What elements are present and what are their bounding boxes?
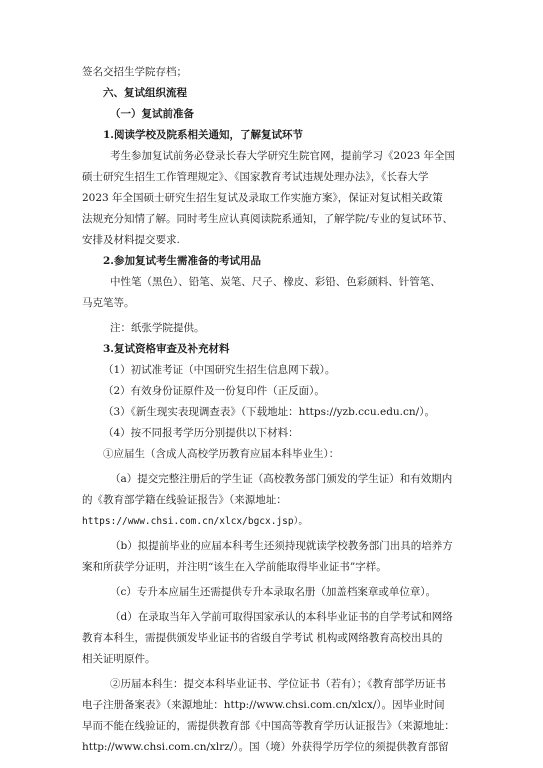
text-line: https://www.chsi.com.cn/xlcx/bgcx.jsp）。 (82, 516, 308, 527)
text-line: 法规充分知情了解。同时考生应认真阅读院系通知，了解学院/专业的复试环节、 (82, 213, 454, 225)
section-heading: （一）复试前准备 (110, 108, 194, 120)
text-line: http://www.chsi.com.cn/xlrz/）。国（境）外获得学历学位的须提供教育部留 (82, 741, 449, 753)
text-line: （1）初试准考证（中国研究生招生信息网下载）。 (103, 364, 336, 376)
text-line: 电子注册备案表》（来源地址：http://www.chsi.com.cn/xlcx/）。因毕业时间 (82, 699, 445, 711)
text-line: （3）《新生现实表现调查表》（下载地址：https://yzb.ccu.edu.cn/）。 (103, 406, 435, 418)
section-heading: 1.阅读学校及院系相关通知，了解复试环节 (103, 129, 303, 141)
text-line: （a）提交完整注册后的学生证（高校教务部门颁发的学生证）和有效期内 (110, 473, 453, 485)
text-line: 2023 年全国硕士研究生招生复试及录取工作实施方案》，保证对复试相关政策 (82, 192, 443, 204)
text-line: 教育本科生，需提供颁发毕业证书的省级自学考试 机构或网络教育高校出具的 (82, 632, 443, 644)
section-heading: 2.参加复试考生需准备的考试用品 (103, 255, 261, 267)
text-line: （b）拟提前毕业的应届本科考生还须持现就读学校教务部门出具的培养方 (110, 540, 453, 552)
text-line: ①应届生（含成人高校学历教育应届本科毕业生）： (103, 448, 340, 460)
text-line: 考生参加复试前务必登录长春大学研究生院官网，提前学习《2023 年全国 (110, 150, 456, 162)
section-heading: 3.复试资格审查及补充材料 (103, 343, 230, 355)
text-line: （2）有效身份证原件及一份复印件（正反面）。 (103, 385, 325, 397)
text-line: 安排及材料提交要求. (82, 234, 180, 246)
text-line: 中性笔（黑色）、铅笔、炭笔、尺子、橡皮、彩铅、色彩颜料、针管笔、 (110, 276, 441, 288)
section-heading: 六、复试组织流程 (103, 87, 187, 99)
text-line: 的《教育部学籍在线验证报告》（来源地址： (82, 494, 287, 506)
text-line: 注：纸张学院提供。 (110, 322, 205, 334)
text-line: 早而不能在线验证的，需提供教育部《中国高等教育学历认证报告》（来源地址： (82, 720, 455, 732)
document-body (82, 62, 485, 758)
text-line: 硕士研究生招生工作管理规定》、《国家教育考试违规处理办法》，《长春大学 (82, 171, 429, 183)
text-line: 相关证明原件。 (82, 653, 156, 665)
text-line: （4）按不同报考学历分别提供以下材料： (103, 427, 299, 439)
text-line: 马克笔等。 (82, 297, 135, 309)
text-line: （d）在录取当年入学前可取得国家承认的本科毕业证书的自学考试和网络 (110, 611, 453, 623)
text-line: 案和所获学分证明，并注明“该生在入学前能取得毕业证书”字样。 (82, 561, 387, 573)
text-line: ②历届本科生：提交本科毕业证书、学位证书（若有）；《教育部学历证书 (110, 678, 446, 690)
text-line: 签名交招生学院存档； (82, 66, 187, 78)
text-line: （c）专升本应届生还需提供专升本录取名册（加盖档案章或单位章）。 (110, 586, 437, 598)
